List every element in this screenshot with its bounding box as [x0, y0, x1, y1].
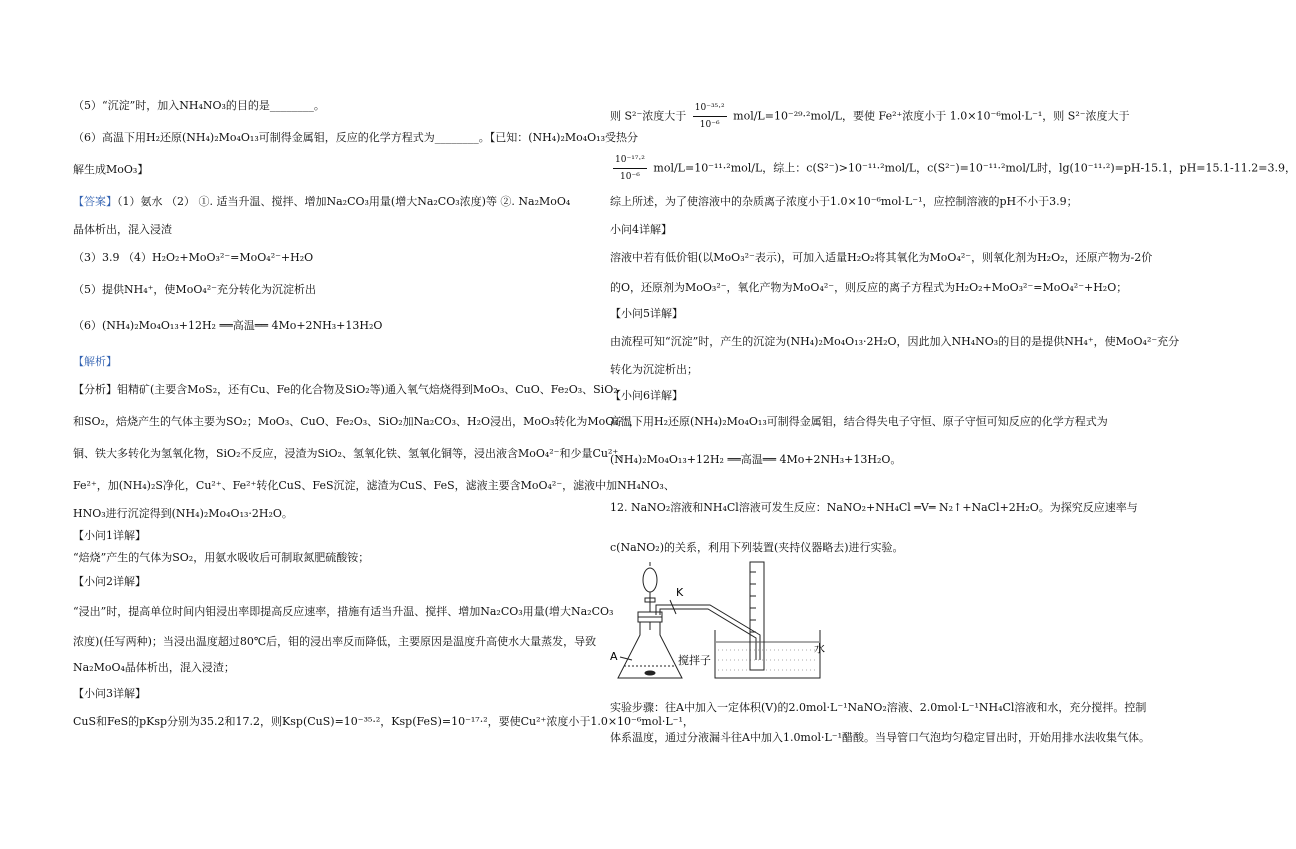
subq3-heading: 【小问3详解】: [73, 687, 146, 700]
analysis-line2: 和SO₂，焙烧产生的气体主要为SO₂；MoO₃、CuO、Fe₂O₃、SiO₂加Na₂CO₃、H₂O浸出，MoO₃转化为MoO₄²⁻，: [73, 415, 640, 428]
answer-3-4: （3）3.9 （4）H₂O₂+MoO₃²⁻=MoO₄²⁻+H₂O: [73, 251, 314, 264]
fraction-2: $\frac{\text{10⁻¹⁷·²}}{\text{10⁻⁶}}$: [613, 152, 647, 185]
answer-6: （6）(NH₄)₂Mo₄O₁₃+12H₂ ══高温══ 4Mo+2NH₃+13H₂O: [73, 319, 383, 332]
procedure-line1: 实验步骤：往A中加入一定体积(V)的2.0mol·L⁻¹NaNO₂溶液、2.0mol·L⁻¹NH₄Cl溶液和水，充分搅拌。控制: [610, 701, 1147, 714]
subq2-heading: 【小问2详解】: [73, 575, 146, 588]
answer-line2: 晶体析出，混入浸渣: [73, 223, 172, 236]
water-trough: [715, 630, 820, 678]
question-6-line1: （6）高温下用H₂还原(NH₄)₂Mo₄O₁₃可制得金属钼，反应的化学方程式为________。【已知：(NH₄)₂Mo₄O₁₃受热分: [73, 131, 639, 144]
subq2-line2: 浓度)(任写两种)；当浸出温度超过80℃后，钼的浸出率反而降低，主要原因是温度升高使水大量蒸发，导致: [73, 635, 597, 648]
analysis-line5: HNO₃进行沉淀得到(NH₄)₂Mo₄O₁₃·2H₂O。: [73, 507, 293, 520]
subq4-heading: 小问4详解】: [610, 223, 672, 236]
subq6-equation: (NH₄)₂Mo₄O₁₃+12H₂ ══高温══ 4Mo+2NH₃+13H₂O。: [610, 453, 902, 466]
fraction-1: $\frac{\text{10⁻³⁵·²}}{\text{10⁻⁶}}$: [693, 100, 727, 133]
subq5-heading: 【小问5详解】: [610, 307, 683, 320]
calc-line1: 则 S²⁻浓度大于 $\frac{\text{10⁻³⁵·²}}{\text{10⁻⁶}}$ mol/L=10⁻²⁹·²mol/L，要使 Fe²⁺浓度小于 1.0×10⁻⁶mol·L⁻¹，则 S²⁻浓度大于: [610, 100, 1130, 133]
answer-line1: 【答案】（1）氨水 （2） ①. 适当升温、搅拌、增加Na₂CO₃用量(增大Na₂CO₃浓度)等 ②. Na₂MoO₄: [73, 195, 571, 208]
delivery-tube: [656, 600, 760, 660]
subq5-line1: 由流程可知“沉淀”时，产生的沉淀为(NH₄)₂Mo₄O₁₃·2H₂O，因此加入NH₄NO₃的目的是提供NH₄⁺，使MoO₄²⁻充分: [610, 335, 1180, 348]
calc-line3: 综上所述，为了使溶液中的杂质离子浓度小于1.0×10⁻⁶mol·L⁻¹，应控制溶液的pH不小于3.9；: [610, 195, 1078, 208]
subq5-line2: 转化为沉淀析出；: [610, 363, 698, 376]
label-stirrer: 搅拌子: [678, 654, 711, 667]
question-12-line2: c(NaNO₂)的关系，利用下列装置(夹持仪器略去)进行实验。: [610, 541, 904, 554]
procedure-line2: 体系温度，通过分液漏斗往A中加入1.0mol·L⁻¹醋酸。当导管口气泡均匀稳定冒出时，开始用排水法收集气体。: [610, 731, 1151, 744]
subq4-line2: 的O，还原剂为MoO₃²⁻，氧化产物为MoO₄²⁻，则反应的离子方程式为H₂O₂+MoO₃²⁻=MoO₄²⁻+H₂O；: [610, 281, 1128, 294]
subq3-line1: CuS和FeS的pKsp分别为35.2和17.2，则Ksp(CuS)=10⁻³⁵·²，Ksp(FeS)=10⁻¹⁷·²，要使Cu²⁺浓度小于1.0×10⁻⁶mol·L⁻¹，: [73, 715, 694, 728]
question-6-line2: 解生成MoO₃】: [73, 163, 149, 176]
subq1-text: “焙烧”产生的气体为SO₂，用氨水吸收后可制取氮肥硫酸铵；: [73, 551, 370, 564]
subq2-line1: “浸出”时，提高单位时间内钼浸出率即提高反应速率，措施有适当升温、搅拌、增加Na₂CO₃用量(增大Na₂CO₃: [73, 605, 614, 618]
subq1-heading: 【小问1详解】: [73, 529, 146, 542]
label-a: A: [610, 650, 618, 663]
flask-a: [618, 612, 682, 678]
analysis-label: 【解析】: [73, 355, 117, 368]
answer-5: （5）提供NH₄⁺，使MoO₄²⁻充分转化为沉淀析出: [73, 283, 316, 296]
analysis-line1: 【分析】钼精矿(主要含MoS₂，还有Cu、Fe的化合物及SiO₂等)通入氧气焙烧得到MoO₃、CuO、Fe₂O₃、SiO₂: [73, 383, 618, 396]
question-5: （5）“沉淀”时，加入NH₄NO₃的目的是________。: [73, 99, 325, 112]
graduated-cylinder: [750, 562, 764, 670]
label-k: K: [676, 586, 684, 599]
subq4-line1: 溶液中若有低价钼(以MoO₃²⁻表示)，可加入适量H₂O₂将其氧化为MoO₄²⁻，则氧化剂为H₂O₂，还原产物为-2价: [610, 251, 1153, 264]
question-12-line1: 12. NaNO₂溶液和NH₄Cl溶液可发生反应：NaNO₂+NH₄Cl ═V═ N₂↑+NaCl+2H₂O。为探究反应速率与: [610, 501, 1138, 514]
answer-label: 【答案】: [73, 195, 117, 208]
analysis-line3: 铜、铁大多转化为氢氧化物，SiO₂不反应，浸渣为SiO₂、氢氧化铁、氢氧化铜等，浸出液含MoO₄²⁻和少量Cu²⁺、: [73, 447, 630, 460]
apparatus-diagram: [610, 560, 850, 690]
analysis-line4: Fe²⁺，加(NH₄)₂S净化，Cu²⁺、Fe²⁺转化CuS、FeS沉淀，滤渣为CuS、FeS，滤液主要含MoO₄²⁻，滤液中加NH₄NO₃、: [73, 479, 675, 492]
subq6-line1: 高温下用H₂还原(NH₄)₂Mo₄O₁₃可制得金属钼，结合得失电子守恒、原子守恒可知反应的化学方程式为: [610, 415, 1108, 428]
subq6-heading: 【小问6详解】: [610, 389, 683, 402]
calc-line2: $\frac{\text{10⁻¹⁷·²}}{\text{10⁻⁶}}$ mol/L=10⁻¹¹·²mol/L，综上：c(S²⁻)>10⁻¹¹·²mol/L，c(S²⁻)=10⁻¹¹·²mol/L时，lg(10⁻¹¹·²)=pH-15.1，pH=15.1-11.2=3.9，: [610, 152, 1296, 185]
subq2-line3: Na₂MoO₄晶体析出，混入浸渣；: [73, 661, 235, 674]
label-water: 水: [814, 642, 825, 655]
